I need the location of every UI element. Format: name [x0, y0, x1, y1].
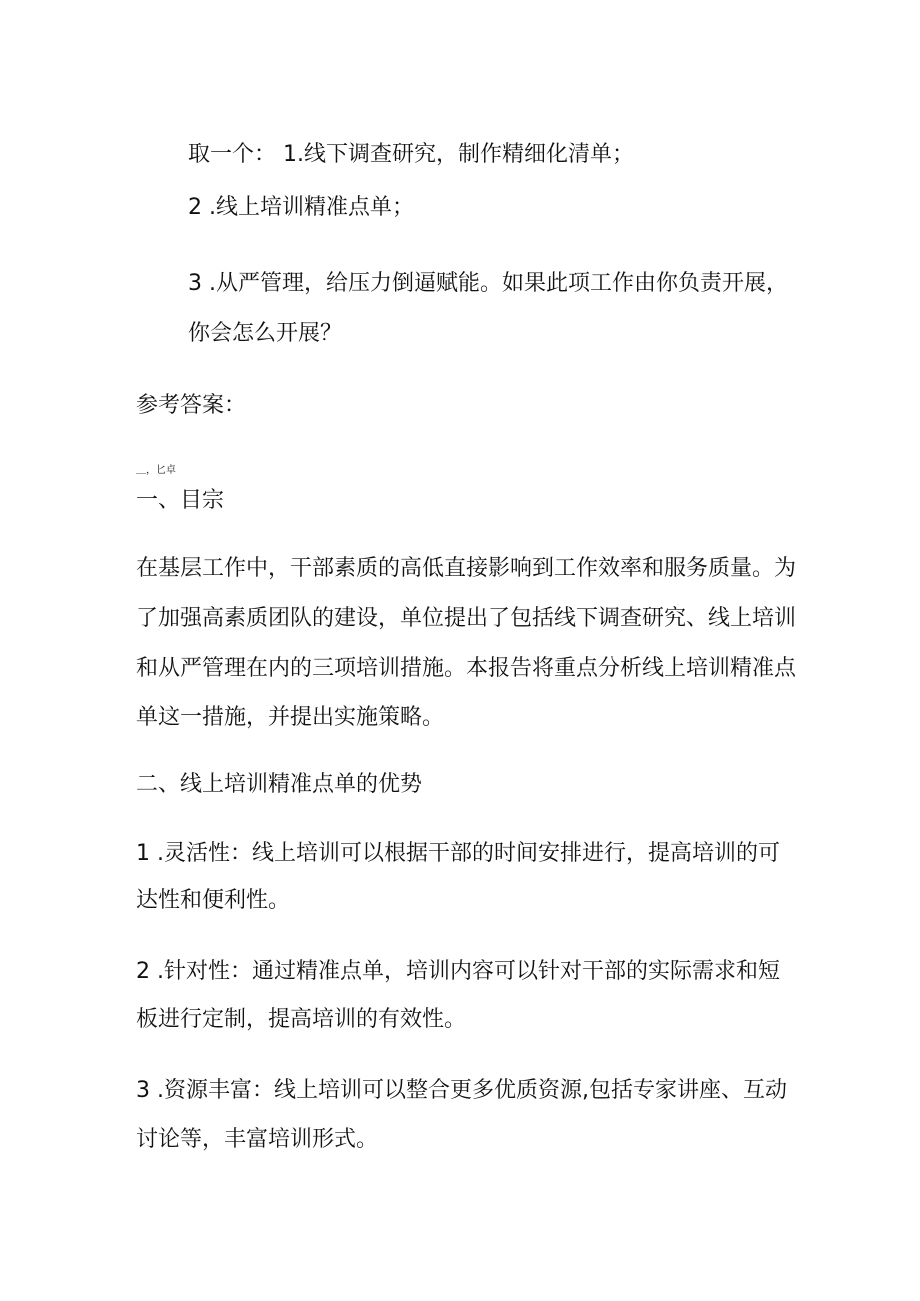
section-2-item-3-line-2: 讨论等，丰富培训形式。: [136, 1127, 379, 1152]
section-1-para-line: 在基层工作中，干部素质的高低直接影响到工作效率和服务质量。为: [136, 556, 797, 581]
section-2-item-2-line-2: 板进行定制，提高培训的有效性。: [136, 1007, 467, 1032]
section-2-item-1-line-2: 达性和便利性。: [136, 888, 291, 913]
section-1-para-line: 了加强高素质团队的建设，单位提出了包括线下调查研究、线上培训: [136, 606, 797, 631]
section-2-item-3-line-1: 3 .资源丰富：线上培训可以整合更多优质资源,包括专家讲座、互动: [136, 1078, 787, 1103]
section-1-para-line: 单这一措施，并提出实施策略。: [136, 705, 445, 730]
question-line-3: 3 .从严管理，给压力倒逼赋能。如果此项工作由你负责开展，: [188, 271, 788, 296]
question-line-2: 2 .线上培训精准点单；: [188, 195, 414, 220]
section-1-heading: 一、目宗: [136, 488, 225, 513]
section-2-heading: 二、线上培训精准点单的优势: [136, 772, 423, 797]
section-2-item-2-line-1: 2 .针对性：通过精准点单，培训内容可以针对干部的实际需求和短: [136, 959, 780, 984]
small-mark: ＿，匕卓: [136, 465, 176, 476]
section-1-para-line: 和从严管理在内的三项培训措施。本报告将重点分析线上培训精准点: [136, 656, 797, 681]
answer-label: 参考答案：: [136, 393, 247, 418]
question-line-1: 取一个： 1.线下调查研究，制作精细化清单；: [188, 142, 634, 167]
question-line-4: 你会怎么开展？: [188, 321, 343, 346]
section-2-item-1-line-1: 1 .灵活性：线上培训可以根据干部的时间安排进行，提高培训的可: [136, 841, 780, 866]
